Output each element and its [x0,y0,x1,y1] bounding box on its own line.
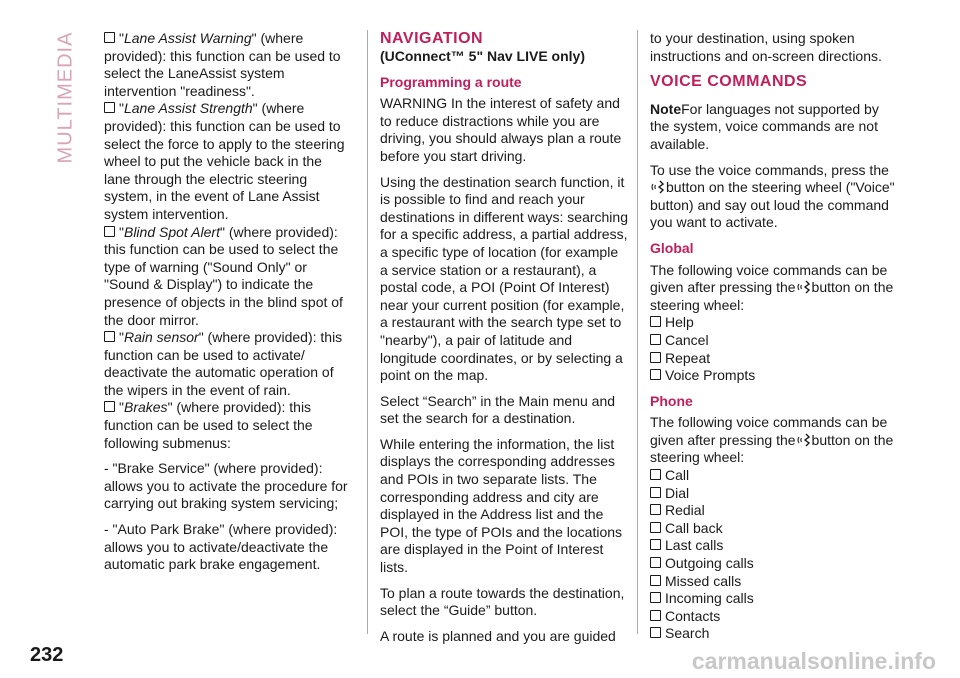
section-tab-label: MULTIMEDIA [54,31,77,164]
checkbox-square-icon [650,487,661,498]
command-label: Search [665,625,710,642]
column-divider [367,30,368,634]
column-middle [380,30,628,653]
phone-heading: Phone [650,392,693,409]
column-right [650,30,898,651]
command-label: Cancel [665,331,709,348]
checkbox-square-icon [104,32,115,43]
setting-description: (where provided): this function can be used to select the following submenus: [104,399,313,451]
use-voice-paragraph [650,162,898,232]
column-divider [637,30,638,634]
command-label: Incoming calls [665,590,754,607]
warning-paragraph: WARNING In the interest of safety and to reduce distractions while you are driving, you should always plan a route before you start driving. [380,95,622,164]
auto-park-brake-paragraph: - "Auto Park Brake" (where provided): allows you to activate/deactivate the automatic park brake engagement. [104,521,338,573]
note-text: For languages not supported by the system, voice commands are not available. [650,100,879,152]
command-item [650,485,898,503]
command-item [650,573,898,591]
setting-name: Rain sensor [123,329,199,346]
quote-open: " [119,100,124,117]
setting-name: Brakes [123,399,168,416]
command-item [650,625,898,643]
quote-close: " [251,30,257,46]
checkbox-square-icon [104,331,115,342]
checkbox-square-icon [650,316,661,327]
checkbox-square-icon [104,102,115,113]
command-item [650,467,898,485]
setting-item [104,100,352,223]
programming-route-heading: Programming a route [380,73,522,90]
command-item [650,590,898,608]
navigation-heading: NAVIGATION [380,30,484,47]
quote-close: " [219,223,225,240]
column-left [104,30,352,582]
phone-intro [650,414,898,467]
global-intro [650,262,898,315]
use-voice-text: To use the voice commands, press the [650,161,889,178]
note-paragraph [650,101,898,154]
command-label: Call back [665,519,723,536]
quote-close: " [198,329,204,346]
command-label: Dial [665,484,690,501]
command-label: Last calls [665,537,724,554]
command-label: Voice Prompts [665,367,756,384]
setting-item [104,30,352,100]
command-label: Redial [665,502,705,519]
voice-button-icon [650,180,666,194]
voice-button-icon [796,280,812,294]
command-label: Missed calls [665,572,742,589]
checkbox-square-icon [650,369,661,380]
page-number: 232 [30,644,64,666]
checkbox-square-icon [104,226,115,237]
setting-name: Blind Spot Alert [123,223,220,240]
command-label: Repeat [665,349,711,366]
destination-continued-paragraph: to your destination, using spoken instructions and on-screen directions. [650,30,882,64]
global-heading: Global [650,239,694,256]
phone-commands-list [650,467,898,643]
setting-name: Lane Assist Strength [123,100,253,117]
checkbox-square-icon [104,401,115,412]
settings-list [104,30,352,452]
global-intro-text-end: button on the steering wheel: [650,279,894,313]
command-item [650,350,898,368]
plan-route-paragraph: To plan a route towards the destination, select the “Guide” button. [380,584,625,619]
setting-item [104,224,352,330]
quote-close: " [167,399,173,416]
command-item [650,367,898,385]
command-item [650,332,898,350]
setting-description: (where provided): this function can be used to activate/ deactivate the automatic operation of the wipers in the event of rain. [104,329,343,398]
command-label: Help [665,314,694,331]
command-label: Outgoing calls [665,555,754,572]
command-item [650,555,898,573]
navigation-subheading: (UConnect™ 5" Nav LIVE only) [380,48,585,64]
quote-open: " [119,329,124,346]
global-commands-list [650,314,898,384]
entering-info-paragraph: While entering the information, the list displays the corresponding addresses and POIs in two separate lists. The corresponding address and city are displayed in the Address list and the POI, the type of POIs and the locations are displayed in the Point of Interest lists. [380,435,623,576]
quote-open: " [119,223,124,240]
command-item [650,520,898,538]
voice-commands-heading: VOICE COMMANDS [650,73,808,91]
command-item [650,537,898,555]
use-voice-text-end: button on the steering wheel ("Voice" button) and say out loud the command you want to activate. [650,179,895,231]
checkbox-square-icon [650,504,661,515]
voice-button-icon [796,433,812,447]
watermark: carmanualsonline.info [691,648,936,674]
checkbox-square-icon [650,522,661,533]
setting-item [104,329,352,399]
checkbox-square-icon [650,352,661,363]
note-label: Note [650,100,682,117]
checkbox-square-icon [650,592,661,603]
quote-open: " [119,399,124,416]
phone-intro-text-end: button on the steering wheel: [650,431,894,466]
select-search-paragraph: Select “Search” in the Main menu and set the search for a destination. [380,392,616,427]
setting-name: Lane Assist Warning [123,30,252,46]
route-planned-paragraph: A route is planned and you are guided [380,627,616,644]
command-item [650,314,898,332]
checkbox-square-icon [650,627,661,638]
section-tab [56,28,76,168]
setting-description: (where provided): this function can be used to select the LaneAssist system intervention "readiness". [104,30,341,99]
quote-open: " [119,30,124,46]
command-item [650,608,898,626]
command-label: Call [665,467,690,484]
checkbox-square-icon [650,539,661,550]
search-function-paragraph: Using the destination search function, it is possible to find and reach your destinations in different ways: searching for a specific address, a partial address, a specific type of location (for example a service station or a restaurant), a postal code, a POI (Point Of Interest) near your current position (for example, a restaurant with the search type set to "nearby"), a pair of latitude and longitude coordinates, or by selecting a point on the map. [380,173,628,384]
global-intro-text: The following voice commands can be given after pressing the [650,261,888,296]
checkbox-square-icon [650,575,661,586]
command-label: Contacts [665,607,721,624]
checkbox-square-icon [650,469,661,480]
checkbox-square-icon [650,610,661,621]
checkbox-square-icon [650,557,661,568]
command-item [650,502,898,520]
quote-close: " [252,100,258,117]
setting-description: (where provided): this function can be used to select the type of warning ("Sound Only" or "Sound & Display") to indicate the presence of objects in the blind spot of the door mirror. [104,223,343,328]
brake-service-paragraph: - "Brake Service" (where provided): allows you to activate the procedure for carrying out braking system servicing; [104,460,348,512]
setting-item [104,399,352,452]
setting-description: (where provided): this function can be used to select the force to apply to the steering wheel to put the vehicle back in the lane through the electric steering system, in the event of Lane Assist system intervention. [104,100,345,222]
checkbox-square-icon [650,334,661,345]
phone-intro-text: The following voice commands can be given after pressing the [650,414,888,448]
